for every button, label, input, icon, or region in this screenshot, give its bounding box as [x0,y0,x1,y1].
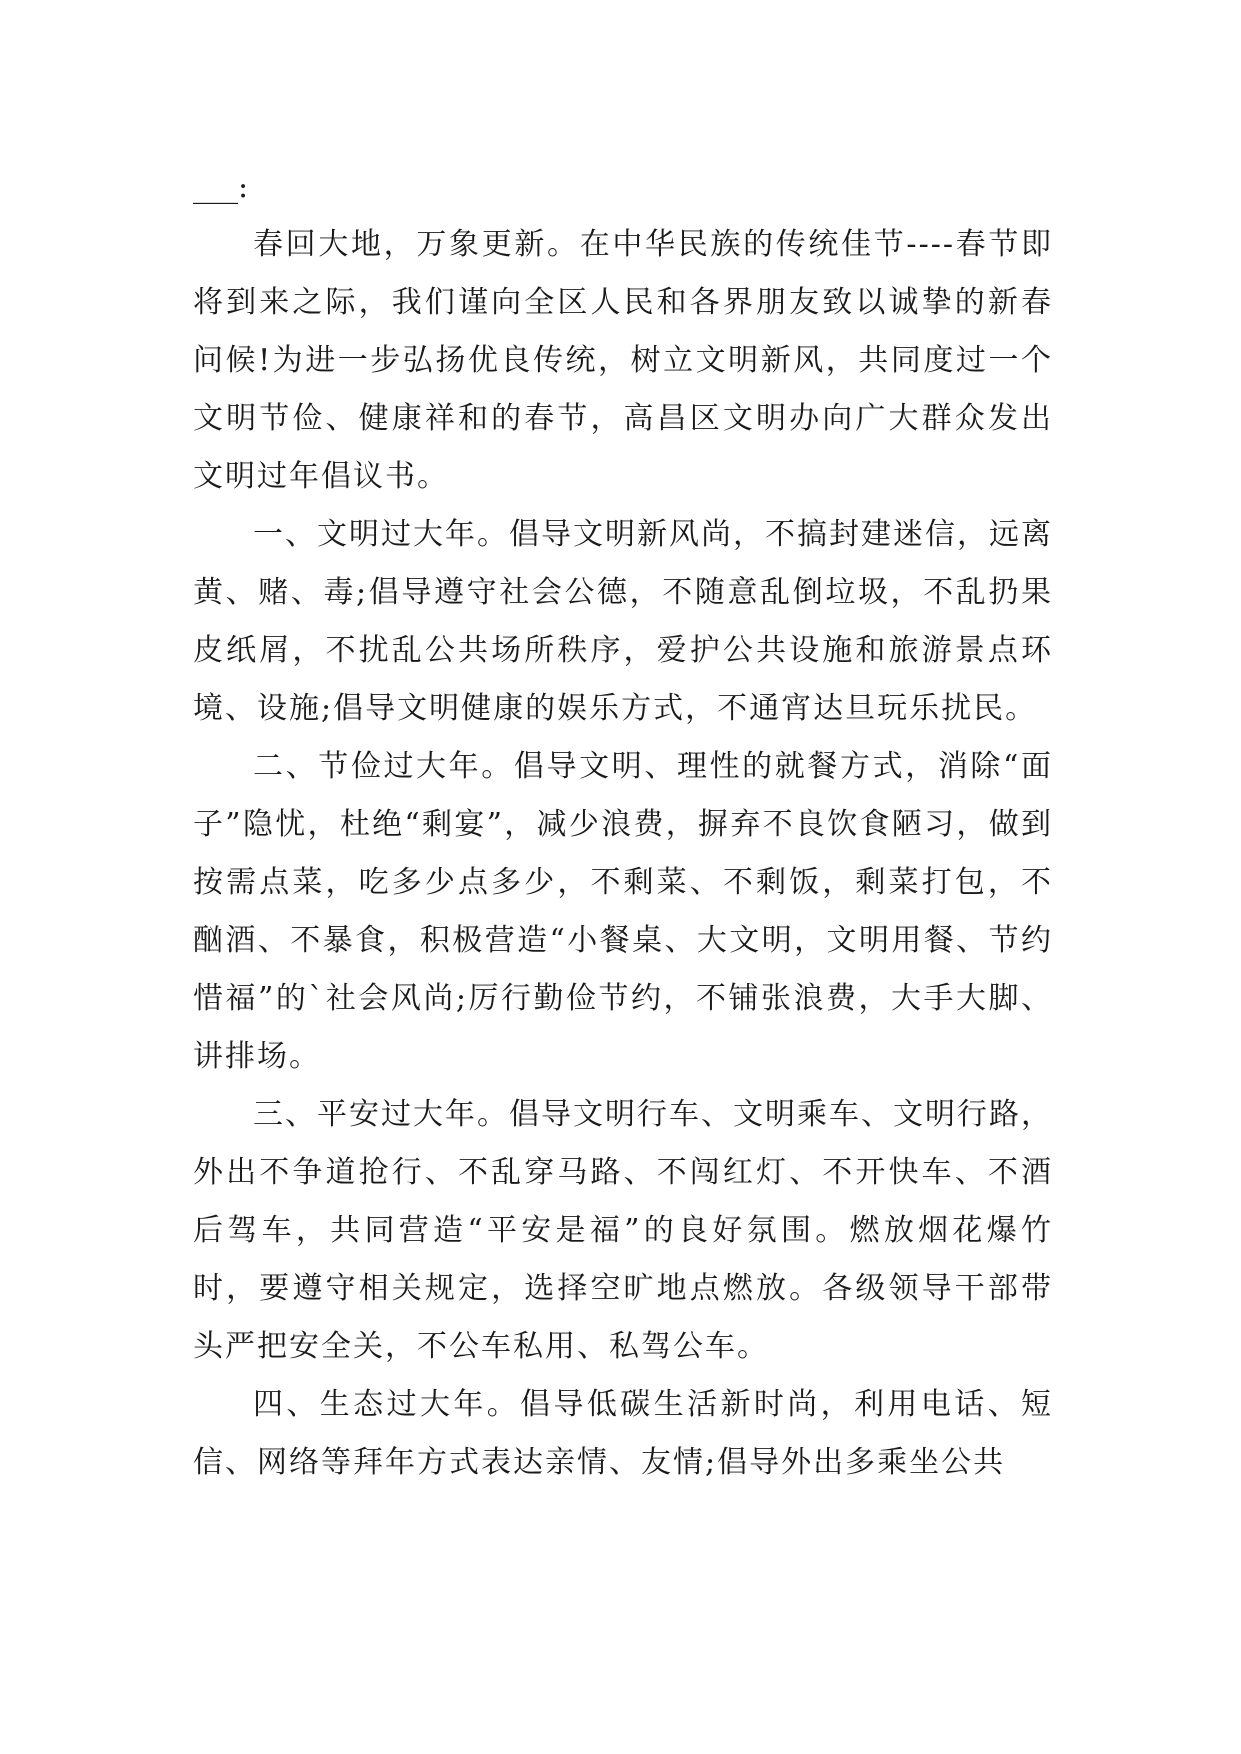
paragraph-intro: 春回大地，万象更新。在中华民族的传统佳节----春节即将到来之际，我们谨向全区人民和各界朋友致以诚挚的新春问候!为进一步弘扬优良传统，树立文明新风，共同度过一个文明节俭、健康祥和的春节，高昌区文明办向广大群众发出文明过年倡议书。 [193,227,1053,494]
paragraph-section-2: 二、节俭过大年。倡导文明、理性的就餐方式，消除“面子”隐忧，杜绝“剩宴”，减少浪费，摒弃不良饮食陋习，做到按需点菜，吃多少点多少，不剩菜、不剩饭，剩菜打包，不酗酒、不暴食，积极营造“小餐桌、大文明，文明用餐、节约惜福”的`社会风尚;厉行勤俭节约，不铺张浪费，大手大脚、讲排场。 [193,749,1053,1074]
salutation: ___: [193,170,249,205]
paragraph-section-4: 四、生态过大年。倡导低碳生活新时尚，利用电话、短信、网络等拜年方式表达亲情、友情;倡导外出多乘坐公共 [193,1387,1053,1480]
paragraph-section-3: 三、平安过大年。倡导文明行车、文明乘车、文明行路，外出不争道抢行、不乱穿马路、不闯红灯、不开快车、不酒后驾车，共同营造“平安是福”的良好氛围。燃放烟花爆竹时，要遵守相关规定，选择空旷地点燃放。各级领导干部带头严把安全关，不公车私用、私驾公车。 [193,1097,1053,1364]
document-page [193,168,1053,1492]
paragraph-section-1: 一、文明过大年。倡导文明新风尚，不搞封建迷信，远离黄、赌、毒;倡导遵守社会公德，不随意乱倒垃圾，不乱扔果皮纸屑，不扰乱公共场所秩序，爱护公共设施和旅游景点环境、设施;倡导文明健康的娱乐方式，不通宵达旦玩乐扰民。 [193,517,1053,726]
